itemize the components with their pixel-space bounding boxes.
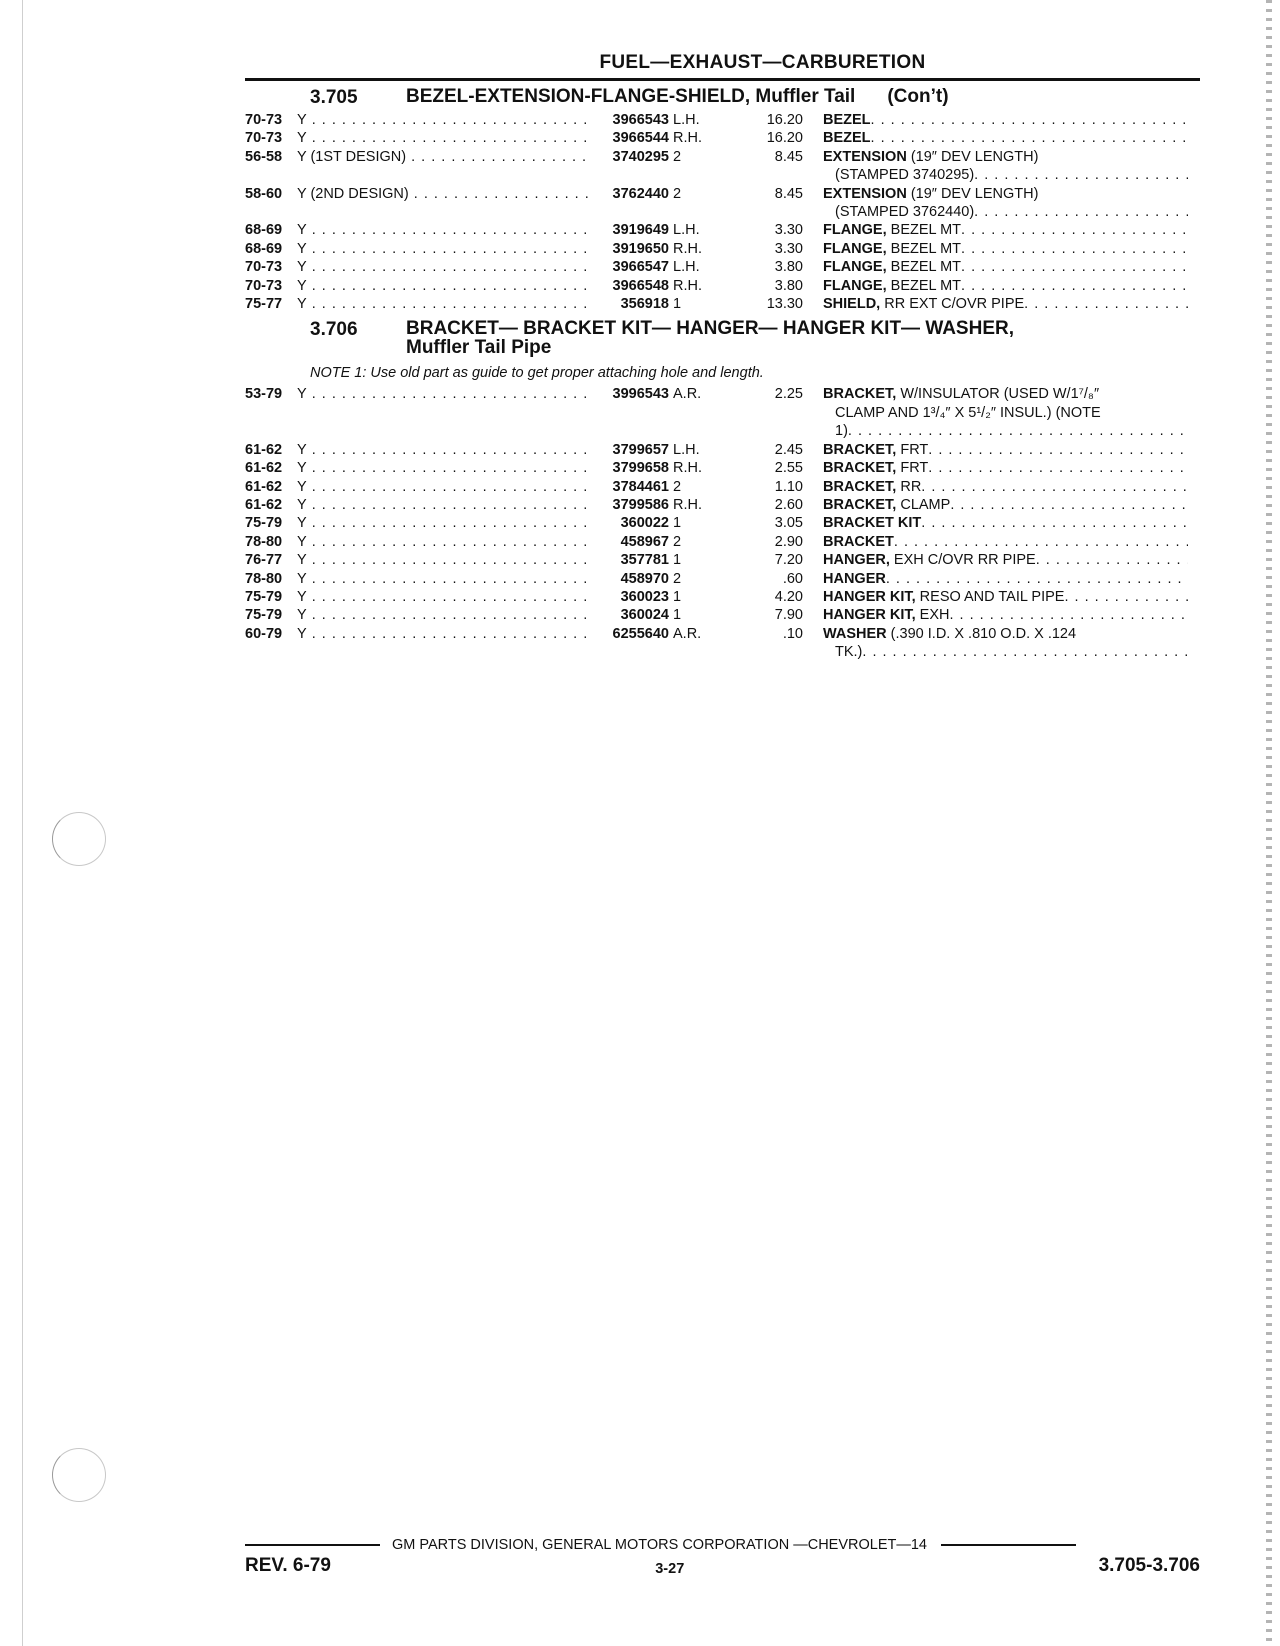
- part-name: HANGER KIT,: [823, 588, 916, 605]
- part-name-cell: [803, 277, 1188, 295]
- leader-dots: [871, 129, 1188, 147]
- model-years: 61-62: [245, 496, 283, 513]
- part-name-text: [823, 496, 950, 514]
- table-row: [245, 606, 1200, 624]
- quantity: 2: [673, 478, 682, 495]
- part-name-detail: FRT: [896, 441, 929, 458]
- model-years: 58-60: [245, 185, 283, 202]
- leader-dots: [886, 570, 1188, 588]
- section-title: BRACKET— BRACKET KIT— HANGER— HANGER KIT— WASHER,: [406, 318, 1014, 340]
- table-row: [245, 240, 1200, 258]
- quantity: 2: [673, 533, 682, 550]
- part-name-detail: RR EXT C/OVR PIPE: [880, 296, 1025, 313]
- quantity: R.H.: [673, 460, 702, 477]
- model-years: 61-62: [245, 441, 283, 458]
- leader-dots: [974, 203, 1188, 221]
- part-name-cell: [803, 514, 1188, 532]
- table-row: [245, 129, 1200, 147]
- price: 7.90: [774, 607, 803, 624]
- page-footer: [245, 1537, 1200, 1577]
- part-name: FLANGE,: [823, 240, 887, 257]
- quantity: 1: [673, 552, 682, 569]
- part-name: SHIELD,: [823, 296, 881, 313]
- part-number: 357781: [620, 552, 669, 569]
- part-name-text: [823, 385, 1099, 403]
- quantity: 2: [673, 185, 682, 202]
- model-years: 70-73: [245, 259, 283, 276]
- application: Y . . .: [297, 277, 589, 295]
- part-name-detail: (STAMPED 3762440): [835, 204, 975, 221]
- part-name-detail: (.390 I.D. X .810 O.D. X .124: [886, 625, 1077, 642]
- part-name-line: [823, 459, 1188, 477]
- model-years: 76-77: [245, 552, 283, 569]
- application: Y . . .: [297, 625, 589, 662]
- quantity: 2: [673, 148, 682, 165]
- part-name-text: [823, 185, 1038, 203]
- quantity: L.H.: [673, 259, 700, 276]
- part-name: FLANGE,: [823, 277, 887, 294]
- part-number: 458967: [620, 533, 669, 550]
- leader-dots: [928, 441, 1188, 459]
- part-number: 3966548: [612, 277, 669, 294]
- part-name-line: [823, 514, 1188, 532]
- part-name: BRACKET,: [823, 478, 897, 495]
- part-name-line: [823, 277, 1188, 295]
- part-name-cell: [803, 588, 1188, 606]
- model-years: 61-62: [245, 478, 283, 495]
- part-name-detail: CLAMP AND 1³/₄″ X 5¹/₂″ INSUL.) (NOTE: [835, 404, 1101, 421]
- part-number: 3799586: [612, 496, 669, 513]
- price: .60: [782, 570, 803, 587]
- part-name-text: [823, 625, 1076, 643]
- part-number: 3996543: [612, 386, 669, 403]
- price: 3.80: [774, 277, 803, 294]
- part-name-continued: [823, 404, 1188, 422]
- part-name-line: [823, 129, 1188, 147]
- part-name-text: [823, 277, 961, 295]
- table-row: [245, 551, 1200, 569]
- application: Y . . .: [297, 295, 589, 313]
- part-name-cell: [803, 185, 1188, 222]
- part-name-cell: [803, 606, 1188, 624]
- part-name: BRACKET,: [823, 460, 897, 477]
- part-name-text: [823, 478, 921, 496]
- part-name-line: [823, 533, 1188, 551]
- model-years: 70-73: [245, 112, 283, 128]
- table-row: [245, 295, 1200, 313]
- part-name-cell: [803, 129, 1188, 147]
- model-years: 75-79: [245, 515, 283, 532]
- model-years: 60-79: [245, 625, 283, 642]
- price: 4.20: [774, 588, 803, 605]
- price: 8.45: [774, 185, 803, 202]
- quantity: 1: [673, 607, 682, 624]
- part-name: EXTENSION: [823, 148, 907, 165]
- table-row: [245, 185, 1200, 222]
- leader-dots: [862, 643, 1188, 661]
- part-name-detail: BEZEL MT: [886, 259, 962, 276]
- part-number: 3762440: [612, 185, 669, 202]
- table-row: [245, 111, 1200, 129]
- price: 3.30: [774, 240, 803, 257]
- part-name-continued: [823, 166, 1188, 184]
- part-name-continued: [823, 422, 1188, 440]
- table-row: [245, 496, 1200, 514]
- section-header: [245, 319, 1200, 357]
- part-name-cell: [803, 221, 1188, 239]
- quantity: A.R.: [673, 625, 702, 642]
- leader-dots: [848, 422, 1188, 440]
- footer-rule: [245, 1544, 380, 1546]
- part-name-line: [823, 240, 1188, 258]
- leader-dots: [1036, 551, 1188, 569]
- quantity: R.H.: [673, 277, 702, 294]
- application: Y . . .: [297, 570, 589, 588]
- model-years: 56-58: [245, 148, 283, 165]
- punch-hole: [52, 812, 106, 866]
- quantity: A.R.: [673, 386, 702, 403]
- part-number: 3740295: [612, 148, 669, 165]
- table-row: [245, 258, 1200, 276]
- application: Y . . .: [297, 478, 589, 496]
- part-number: 3966543: [612, 112, 669, 128]
- part-number: 3919650: [612, 240, 669, 257]
- part-name-text: [823, 258, 961, 276]
- part-number: 3919649: [612, 222, 669, 239]
- application: Y . . .: [297, 111, 589, 129]
- model-years: 70-73: [245, 277, 283, 294]
- punch-hole: [52, 1448, 106, 1502]
- model-years: 78-80: [245, 570, 283, 587]
- quantity: L.H.: [673, 441, 700, 458]
- part-name: HANGER KIT,: [823, 607, 916, 624]
- part-name-detail: 1): [835, 423, 848, 440]
- part-name-detail: W/INSULATOR (USED W/1⁷/₈″: [896, 386, 1100, 403]
- price: 2.90: [774, 533, 803, 550]
- part-number: 360023: [620, 588, 669, 605]
- part-name-text: [823, 570, 886, 588]
- table-row: [245, 459, 1200, 477]
- part-name-cell: [803, 496, 1188, 514]
- part-name: BRACKET KIT: [823, 515, 922, 532]
- page-title: FUEL—EXHAUST—CARBURETION: [599, 52, 926, 73]
- publisher-text: GM PARTS DIVISION, GENERAL MOTORS CORPORATION —CHEVROLET—14: [392, 1537, 927, 1553]
- application: Y . . .: [297, 533, 589, 551]
- price: .10: [782, 625, 803, 642]
- quantity: 1: [673, 588, 682, 605]
- title-rule: [245, 78, 1200, 81]
- part-name-text: [823, 148, 1038, 166]
- parts-table: [245, 385, 1200, 661]
- price: 7.20: [774, 552, 803, 569]
- table-row: [245, 148, 1200, 185]
- part-name-text: [823, 588, 1064, 606]
- part-name-text: [823, 129, 871, 147]
- part-name-cell: [803, 295, 1188, 313]
- leader-dots: [1064, 588, 1188, 606]
- part-name-cell: [803, 533, 1188, 551]
- application: Y . . .: [297, 258, 589, 276]
- part-name-cell: [803, 459, 1188, 477]
- part-name-cell: [803, 148, 1188, 185]
- part-name-detail: BEZEL MT: [886, 240, 962, 257]
- section-range: 3.705-3.706: [1098, 1555, 1200, 1576]
- part-name-line: [823, 496, 1188, 514]
- table-row: [245, 588, 1200, 606]
- parts-table: [245, 111, 1200, 313]
- model-years: 78-80: [245, 533, 283, 550]
- leader-dots: [961, 258, 1188, 276]
- part-name-cell: [803, 551, 1188, 569]
- application: Y . . .: [297, 240, 589, 258]
- part-name-line: [823, 148, 1188, 166]
- application: Y (2ND DESIGN) . . .: [297, 185, 589, 222]
- part-name-detail: EXH C/OVR RR PIPE: [889, 552, 1036, 569]
- quantity: 2: [673, 570, 682, 587]
- quantity: R.H.: [673, 496, 702, 513]
- part-name-detail: RR: [896, 478, 922, 495]
- section-title-block: [406, 87, 1200, 109]
- part-name-text: [823, 606, 950, 624]
- part-name-line: [823, 570, 1188, 588]
- part-number: 3966544: [612, 130, 669, 147]
- section-note: NOTE 1: Use old part as guide to get proper attaching hole and length.: [310, 365, 764, 382]
- model-years: 53-79: [245, 386, 283, 403]
- leader-dots: [894, 533, 1188, 551]
- model-years: 75-77: [245, 296, 283, 313]
- part-name-detail: TK.): [835, 644, 863, 661]
- part-name-cell: [803, 258, 1188, 276]
- leader-dots: [974, 166, 1188, 184]
- application: Y . . .: [297, 588, 589, 606]
- part-name: WASHER: [823, 625, 887, 642]
- part-name: HANGER,: [823, 552, 890, 569]
- model-years: 75-79: [245, 607, 283, 624]
- scan-edge: [1266, 0, 1272, 1646]
- model-years: 61-62: [245, 460, 283, 477]
- leader-dots: [961, 221, 1188, 239]
- part-name-cell: [803, 385, 1188, 440]
- application: Y . . .: [297, 551, 589, 569]
- price: 13.30: [766, 296, 803, 313]
- model-years: 68-69: [245, 240, 283, 257]
- part-name-text: [823, 240, 961, 258]
- price: 8.45: [774, 148, 803, 165]
- leader-dots: [950, 496, 1188, 514]
- part-number: 360022: [620, 515, 669, 532]
- application: Y . . .: [297, 514, 589, 532]
- leader-dots: [1024, 295, 1188, 313]
- price: 3.80: [774, 259, 803, 276]
- part-name-line: [823, 606, 1188, 624]
- part-name-line: [823, 588, 1188, 606]
- model-years: 70-73: [245, 130, 283, 147]
- part-name-line: [823, 551, 1188, 569]
- application: Y . . .: [297, 385, 589, 440]
- application: Y . . .: [297, 221, 589, 239]
- table-row: [245, 570, 1200, 588]
- part-number: 3799657: [612, 441, 669, 458]
- leader-dots: [961, 240, 1188, 258]
- leader-dots: [921, 514, 1188, 532]
- price: 2.25: [774, 386, 803, 403]
- part-name-cell: [803, 441, 1188, 459]
- part-number: 356918: [620, 296, 669, 313]
- part-number: 360024: [620, 607, 669, 624]
- model-years: 75-79: [245, 588, 283, 605]
- part-name-text: [823, 441, 928, 459]
- part-name-line: [823, 385, 1188, 403]
- part-name-line: [823, 478, 1188, 496]
- table-row: [245, 625, 1200, 662]
- price: 2.60: [774, 496, 803, 513]
- quantity: 1: [673, 296, 682, 313]
- continued-label: (Con’t): [887, 86, 949, 107]
- part-name: BRACKET,: [823, 386, 897, 403]
- table-row: [245, 277, 1200, 295]
- part-name-text: [823, 533, 894, 551]
- part-name: BEZEL: [823, 112, 871, 128]
- quantity: R.H.: [673, 130, 702, 147]
- part-name-text: [823, 295, 1024, 313]
- price: 2.55: [774, 460, 803, 477]
- part-name-cell: [803, 111, 1188, 129]
- section-title-block: [406, 319, 1200, 357]
- part-name: BEZEL: [823, 130, 871, 147]
- part-name-cell: [803, 625, 1188, 662]
- part-name-text: [823, 551, 1036, 569]
- part-name-detail: BEZEL MT: [886, 222, 962, 239]
- part-name: FLANGE,: [823, 222, 887, 239]
- part-name-line: [823, 185, 1188, 203]
- part-name-detail: RESO AND TAIL PIPE: [915, 588, 1065, 605]
- part-name-cell: [803, 570, 1188, 588]
- leader-dots: [950, 606, 1189, 624]
- part-name-text: [823, 514, 921, 532]
- part-number: 3799658: [612, 460, 669, 477]
- part-name: BRACKET,: [823, 441, 897, 458]
- page-number: 3-27: [655, 1561, 685, 1577]
- application: Y . . .: [297, 129, 589, 147]
- footer-line: [245, 1537, 1200, 1553]
- part-number: 458970: [620, 570, 669, 587]
- part-name: HANGER: [823, 570, 886, 587]
- part-name-detail: (19″ DEV LENGTH): [906, 185, 1039, 202]
- part-name-text: [823, 459, 928, 477]
- part-name-detail: EXH: [915, 607, 950, 624]
- leader-dots: [921, 478, 1188, 496]
- part-name-line: [823, 295, 1188, 313]
- quantity: 1: [673, 515, 682, 532]
- model-years: 68-69: [245, 222, 283, 239]
- part-name-line: [823, 221, 1188, 239]
- price: 1.10: [774, 478, 803, 495]
- part-number: 6255640: [612, 625, 669, 642]
- part-name-detail: CLAMP: [896, 496, 951, 513]
- application: Y . . .: [297, 441, 589, 459]
- application: Y . . .: [297, 496, 589, 514]
- part-name-line: [823, 625, 1188, 643]
- part-name: BRACKET: [823, 533, 894, 550]
- price: 2.45: [774, 441, 803, 458]
- application: Y . . .: [297, 606, 589, 624]
- price: 3.30: [774, 222, 803, 239]
- part-name: EXTENSION: [823, 185, 907, 202]
- part-name-continued: [823, 203, 1188, 221]
- part-name: BRACKET,: [823, 496, 897, 513]
- table-row: [245, 514, 1200, 532]
- table-row: [245, 441, 1200, 459]
- leader-dots: [928, 459, 1188, 477]
- section-title: BEZEL-EXTENSION-FLANGE-SHIELD, Muffler Tail: [406, 86, 856, 107]
- price: 16.20: [766, 130, 803, 147]
- application: Y (1ST DESIGN) . . .: [297, 148, 589, 185]
- leader-dots: [871, 111, 1188, 129]
- table-row: [245, 221, 1200, 239]
- part-name-detail: BEZEL MT: [886, 277, 962, 294]
- part-name-text: [823, 221, 961, 239]
- section-subtitle: Muffler Tail Pipe: [406, 337, 552, 359]
- footer-rule: [941, 1544, 1076, 1546]
- price: 3.05: [774, 515, 803, 532]
- table-row: [245, 533, 1200, 551]
- revision-label: REV. 6-79: [245, 1555, 331, 1576]
- part-name-cell: [803, 478, 1188, 496]
- table-row: [245, 478, 1200, 496]
- application: Y . . .: [297, 459, 589, 477]
- part-name-detail: (STAMPED 3740295): [835, 167, 975, 184]
- part-name-line: [823, 258, 1188, 276]
- part-number: 3784461: [612, 478, 669, 495]
- section-header: [245, 87, 1200, 109]
- table-row: [245, 385, 1200, 440]
- part-number: 3966547: [612, 259, 669, 276]
- part-name: FLANGE,: [823, 259, 887, 276]
- part-name-detail: (19″ DEV LENGTH): [906, 148, 1039, 165]
- section-number: 3.706: [310, 319, 358, 341]
- part-name-cell: [803, 240, 1188, 258]
- part-name-text: [823, 111, 871, 129]
- quantity: L.H.: [673, 112, 700, 128]
- footer-bottom: [245, 1555, 1200, 1577]
- part-name-line: [823, 441, 1188, 459]
- binding-margin-line: [22, 0, 23, 1646]
- section-number: 3.705: [310, 87, 358, 108]
- price: 16.20: [766, 112, 803, 128]
- quantity: R.H.: [673, 240, 702, 257]
- sections: [245, 87, 1200, 662]
- part-name-line: [823, 111, 1188, 129]
- part-name-detail: FRT: [896, 460, 929, 477]
- catalog-page: [245, 52, 1200, 662]
- quantity: L.H.: [673, 222, 700, 239]
- leader-dots: [961, 277, 1188, 295]
- part-name-continued: [823, 643, 1188, 661]
